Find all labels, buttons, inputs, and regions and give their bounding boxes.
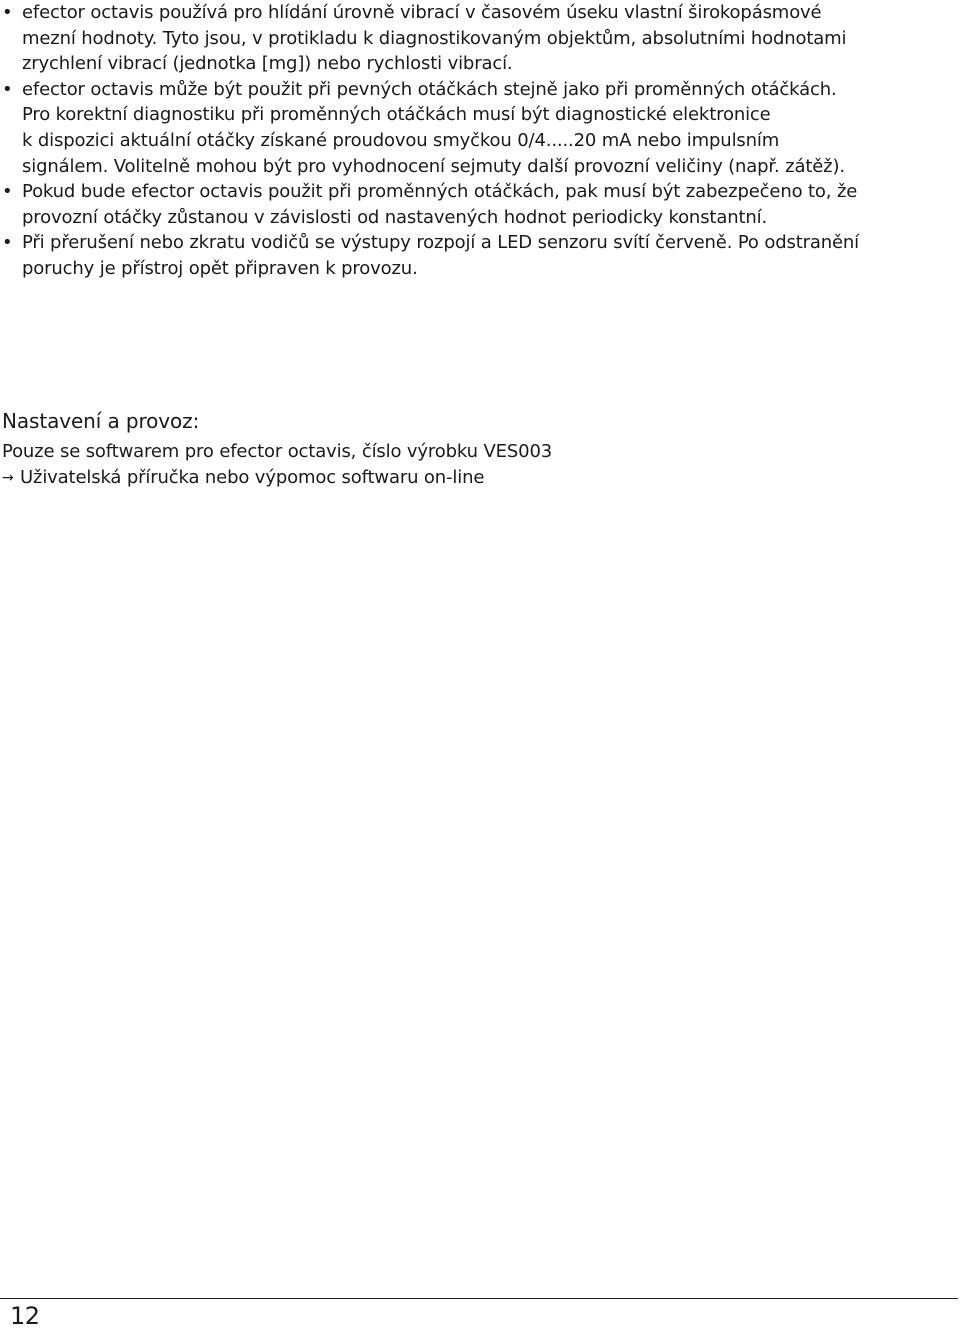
bullet-line: mezní hodnoty. Tyto jsou, v protikladu k diagnostikovaným objektům, absolutními hodnotami <box>22 27 847 49</box>
bullet-line: efector octavis může být použit při pevných otáčkách stejně jako při proměnných otáčkách. <box>22 78 837 100</box>
bullet-item-bandwidth-limits <box>2 0 952 77</box>
bullet-marker: • <box>2 78 13 100</box>
bullet-marker: • <box>2 232 13 254</box>
page-number: 12 <box>10 1302 40 1330</box>
bullet-line: Pro korektní diagnostiku při proměnných otáčkách musí být diagnostické elektronice <box>22 104 771 126</box>
footer-divider <box>0 1298 958 1299</box>
bullet-line: Při přerušení nebo zkratu vodičů se výstupy rozpojí a LED senzoru svítí červeně. Po odstranění <box>22 232 860 254</box>
bullet-line: provozní otáčky zůstanou v závislosti od nastavených hodnot periodicky konstantní. <box>22 206 768 228</box>
bullet-line: k dispozici aktuální otáčky získané proudovou smyčkou 0/4.....20 mA nebo impulsním <box>22 129 780 151</box>
reference-text: Uživatelská příručka nebo výpomoc softwaru on-line <box>20 466 485 488</box>
bullet-line: Pokud bude efector octavis použit při proměnných otáčkách, pak musí být zabezpečeno to, že <box>22 181 858 203</box>
reference-line <box>2 465 942 492</box>
bullet-line: signálem. Volitelně mohou být pro vyhodnocení sejmuty další provozní veličiny (např. zátěž). <box>22 155 845 177</box>
settings-section <box>2 407 942 491</box>
section-heading: Nastavení a provoz: <box>2 409 200 433</box>
bullet-marker: • <box>2 181 13 203</box>
software-note: Pouze se softwarem pro efector octavis, číslo výrobku VES003 <box>2 441 553 462</box>
bullet-marker: • <box>2 2 13 23</box>
bullet-line: efector octavis používá pro hlídání úrovně vibrací v časovém úseku vlastní širokopásmové <box>22 2 822 23</box>
bullet-item-constant-speed <box>2 179 952 230</box>
bullet-item-wire-break <box>2 230 952 281</box>
bullet-item-fixed-variable-speed <box>2 77 952 179</box>
bullet-line: poruchy je přístroj opět připraven k provozu. <box>22 257 418 279</box>
arrow-right-icon: → <box>2 469 14 486</box>
bullet-line: zrychlení vibrací (jednotka [mg]) nebo rychlosti vibrací. <box>22 53 513 75</box>
bullet-list <box>2 0 952 282</box>
